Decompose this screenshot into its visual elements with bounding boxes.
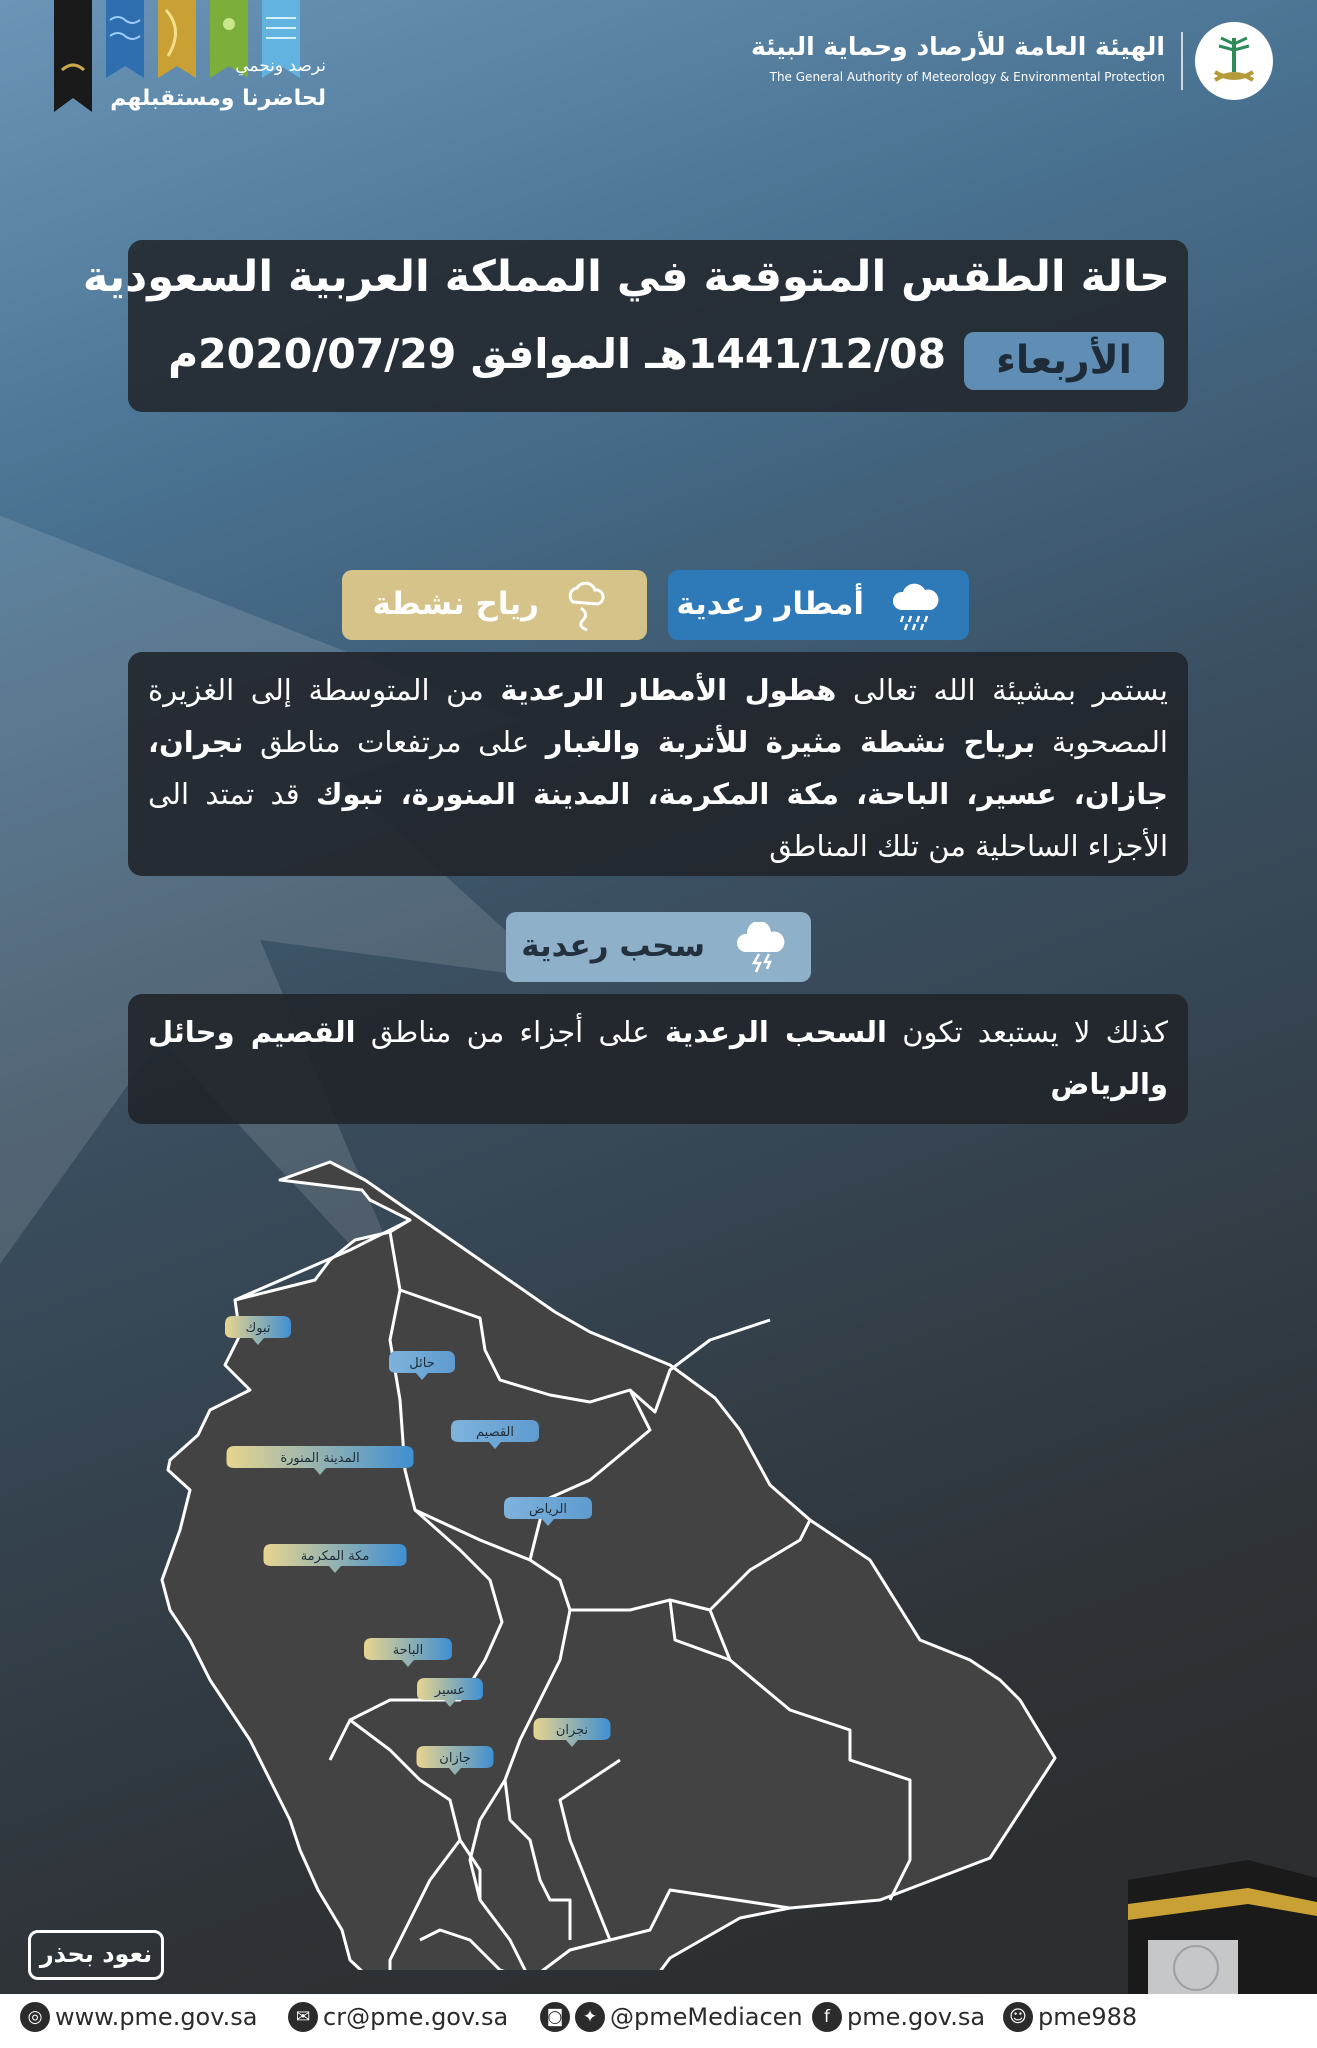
forecast-title: حالة الطقس المتوقعة في المملكة العربية السعودية (82, 252, 1170, 302)
p2-segment: السحب الرعدية (664, 1015, 887, 1049)
map-pin-label: جازان (439, 1751, 471, 1766)
map-pin-label: مكة المكرمة (300, 1549, 370, 1564)
rain-badge (668, 570, 969, 640)
thunder-cloud-icon (735, 922, 787, 974)
map-pin-label: حائل (409, 1356, 435, 1371)
p1-segment: على مرتفعات مناطق (243, 725, 546, 759)
map-pin-label: الرياض (528, 1502, 568, 1517)
p1-segment: قد تمتد الى الأجزاء الساحلية من تلك المناطق (148, 777, 1168, 863)
map-pin-label: الباحة (392, 1643, 424, 1658)
footer-bar (0, 1994, 1317, 2048)
footer-website[interactable]: ◎ www.pme.gov.sa (20, 2002, 257, 2040)
map-pin-label: تبوك (245, 1321, 271, 1336)
snapchat-icon: ☺ (1003, 2002, 1033, 2032)
org-name-arabic: الهيئة العامة للأرصاد وحماية البيئة (750, 32, 1165, 61)
forecast-card-2 (128, 994, 1188, 1124)
campaign-slogan-line1: نرصد ونحمي (235, 56, 326, 76)
rain-badge-label: أمطار رعدية (676, 586, 864, 622)
footer-social[interactable]: ◙ ✦ @pmeMediacen (540, 2002, 803, 2040)
wind-badge-label: رياح نشطة (372, 586, 539, 622)
wind-badge (342, 570, 647, 640)
campaign-slogan-line2: لحاضرنا ومستقبلهم (110, 86, 326, 111)
instagram-icon: ◙ (540, 2002, 570, 2032)
map-pin-label: عسير (434, 1683, 466, 1698)
footer-facebook[interactable]: f pme.gov.sa (812, 2002, 985, 2040)
forecast-paragraph-2 (148, 1006, 1168, 1110)
blue-wave-ribbon-icon (106, 0, 144, 78)
p1-segment: برياح نشطة مثيرة للأتربة والغبار (545, 725, 1036, 759)
forecast-paragraph-1 (148, 664, 1168, 872)
twitter-icon: ✦ (575, 2002, 605, 2032)
facebook-icon: f (812, 2002, 842, 2032)
rain-cloud-icon (889, 580, 941, 632)
map-pin-label: المدينة المنورة (280, 1451, 360, 1466)
day-badge: الأربعاء (964, 332, 1164, 390)
careful-return-label: نعود بحذر (28, 1930, 164, 1980)
footer-snapchat[interactable]: ☺ pme988 (1003, 2002, 1137, 2040)
wind-icon (559, 580, 611, 632)
palm-swords-emblem-icon (1195, 22, 1273, 100)
p1-segment: يستمر بمشيئة الله تعالى (836, 673, 1169, 707)
p1-segment: نجران، جازان، عسير، الباحة، مكة المكرمة، المدينة المنورة، تبوك (148, 725, 1168, 811)
p2-segment: القصيم وحائل والرياض (148, 1015, 1168, 1101)
p2-segment: على أجزاء من مناطق (355, 1015, 665, 1049)
campaign-logo (54, 0, 326, 115)
map-pin-label: القصيم (476, 1425, 514, 1440)
globe-icon: ◎ (20, 2002, 50, 2032)
mail-icon: ✉ (288, 2002, 318, 2032)
thunder-cloud-badge-label: سحب رعدية (521, 928, 705, 964)
title-card (82, 240, 1188, 412)
footer-email[interactable]: ✉ cr@pme.gov.sa (288, 2002, 508, 2040)
header-divider (1181, 32, 1183, 90)
p1-segment: من المتوسطة إلى الغزيرة المصحوبة (148, 673, 1168, 759)
p1-segment: هطول الأمطار الرعدية (500, 673, 837, 707)
saudi-regions-map (150, 1140, 1160, 1970)
gold-ribbon-icon (158, 0, 196, 78)
black-ribbon-icon (54, 0, 92, 112)
kaaba-illustration (1128, 1860, 1317, 2000)
org-name-english: The General Authority of Meteorology & Environmental Protection (769, 70, 1165, 84)
forecast-date: 1441/12/08هـ الموافق 2020/07/29م (168, 330, 946, 378)
p2-segment: كذلك لا يستبعد تكون (886, 1015, 1168, 1049)
authority-logo (750, 22, 1273, 102)
forecast-card-1 (128, 652, 1188, 876)
thunder-cloud-badge (506, 912, 811, 982)
map-pin-label: نجران (555, 1723, 589, 1738)
